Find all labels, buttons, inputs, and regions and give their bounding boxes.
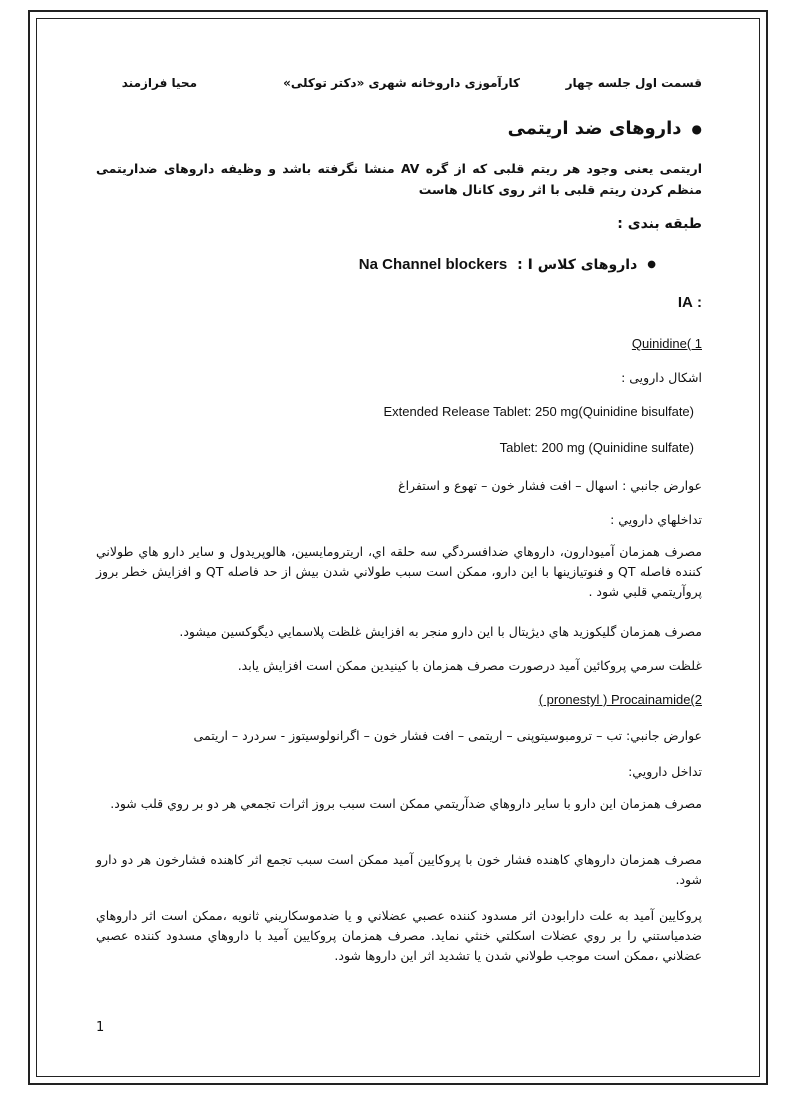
class1-heading bbox=[359, 256, 656, 273]
procainamide-interaction-1: مصرف همزمان اين دارو با ساير داروهاي ضدآريتمي ممكن است سبب بروز اثرات تجمعي هر دو بر روي قلب شود. bbox=[110, 796, 702, 811]
quinidine-interaction-3: غلظت سرمي پروكائين آميد درصورت مصرف همزمان با كينيدين ممكن است افزايش يابد. bbox=[237, 658, 702, 673]
quinidine-forms-label: اشکال دارویی : bbox=[621, 370, 702, 385]
page-number: 1 bbox=[96, 1020, 105, 1035]
header-author: محیا فرازمند bbox=[121, 76, 197, 90]
section-title bbox=[508, 118, 702, 139]
procainamide-heading: ( pronestyl ) Procainamide(2 bbox=[538, 692, 702, 707]
class1-label: داروهای کلاس I : bbox=[517, 256, 638, 273]
header-course: کارآموزی داروخانه شهری «دکتر توکلی» bbox=[283, 76, 520, 90]
bullet-icon: ● bbox=[691, 121, 702, 136]
quinidine-interactions-label: تداخلهاي دارويي : bbox=[610, 512, 702, 527]
quinidine-form-1: Extended Release Tablet: 250 mg(Quinidine bisulfate) bbox=[383, 404, 694, 419]
page-header bbox=[96, 76, 702, 96]
quinidine-interaction-2: مصرف همزمان گليكوزيد هاي ديژيتال با اين دارو منجر به افزايش غلظت پلاسمايي ديگوكسين ميشود. bbox=[179, 624, 702, 639]
header-session: قسمت اول جلسه چهار bbox=[565, 76, 702, 90]
section-title-text: داروهای ضد اریتمی bbox=[507, 118, 682, 139]
classification-heading: طبقه بندی : bbox=[617, 216, 702, 232]
procainamide-interaction-3: پروكايين آميد به علت دارابودن اثر مسدود كننده عصبي عضلاني و يا ضدموسكاريني ثانويه ،ممكن است اثر داروهاي ضدمياستني را بر روي عضلات اسكلتي خنثي نمايد. مصرف همزمان پروكايين آميد با داروهاي مسدود كننده عصبي عضلاني ،ممكن است موجب طولاني شدن يا تشديد اثر اين داروها شود. bbox=[96, 908, 702, 963]
class-ia-heading: : IA bbox=[677, 294, 702, 311]
bullet-icon: ● bbox=[647, 259, 656, 270]
procainamide-interactions-label: تداخل دارويي: bbox=[628, 764, 702, 779]
intro-paragraph: اریتمی یعنی وجود هر ریتم قلبی که از گره AV منشا نگرفته باشد و وظیفه داروهای ضداریتمی منظم کردن ریتم قلبی با اثر روی کانال هاست bbox=[96, 161, 702, 197]
quinidine-heading: Quinidine( 1 bbox=[631, 336, 702, 351]
class1-english: Na Channel blockers bbox=[358, 256, 508, 273]
quinidine-interaction-1: مصرف همزمان آميودارون، داروهاي ضدافسردگي سه حلقه اي، اريترومايسين، هالوپريدول و ساير دارو هاي طولاني كننده فاصله QT و فنوتيازينها با اين دارو، ممكن است سبب طولاني شدن بيش از حد فاصله QT و افزايش خطر بروز پروآريتمي قلبي شود . bbox=[96, 544, 702, 599]
procainamide-interaction-2: مصرف همزمان داروهاي كاهنده فشار خون با پروكايين آميد ممكن است سبب تجمع اثر كاهنده فشارخون هر دو دارو شود. bbox=[96, 852, 702, 887]
quinidine-form-2: Tablet: 200 mg (Quinidine sulfate) bbox=[499, 440, 694, 455]
quinidine-side-effects: عوارض جانبي : اسهال – افت فشار خون – تهوع و استفراغ bbox=[398, 478, 702, 493]
procainamide-side-effects: عوارض جانبي: تب – ترومبوسیتوپنی – اریتمی – افت فشار خون – اگرانولوسیتوز - سردرد – اریتمی bbox=[193, 728, 702, 743]
